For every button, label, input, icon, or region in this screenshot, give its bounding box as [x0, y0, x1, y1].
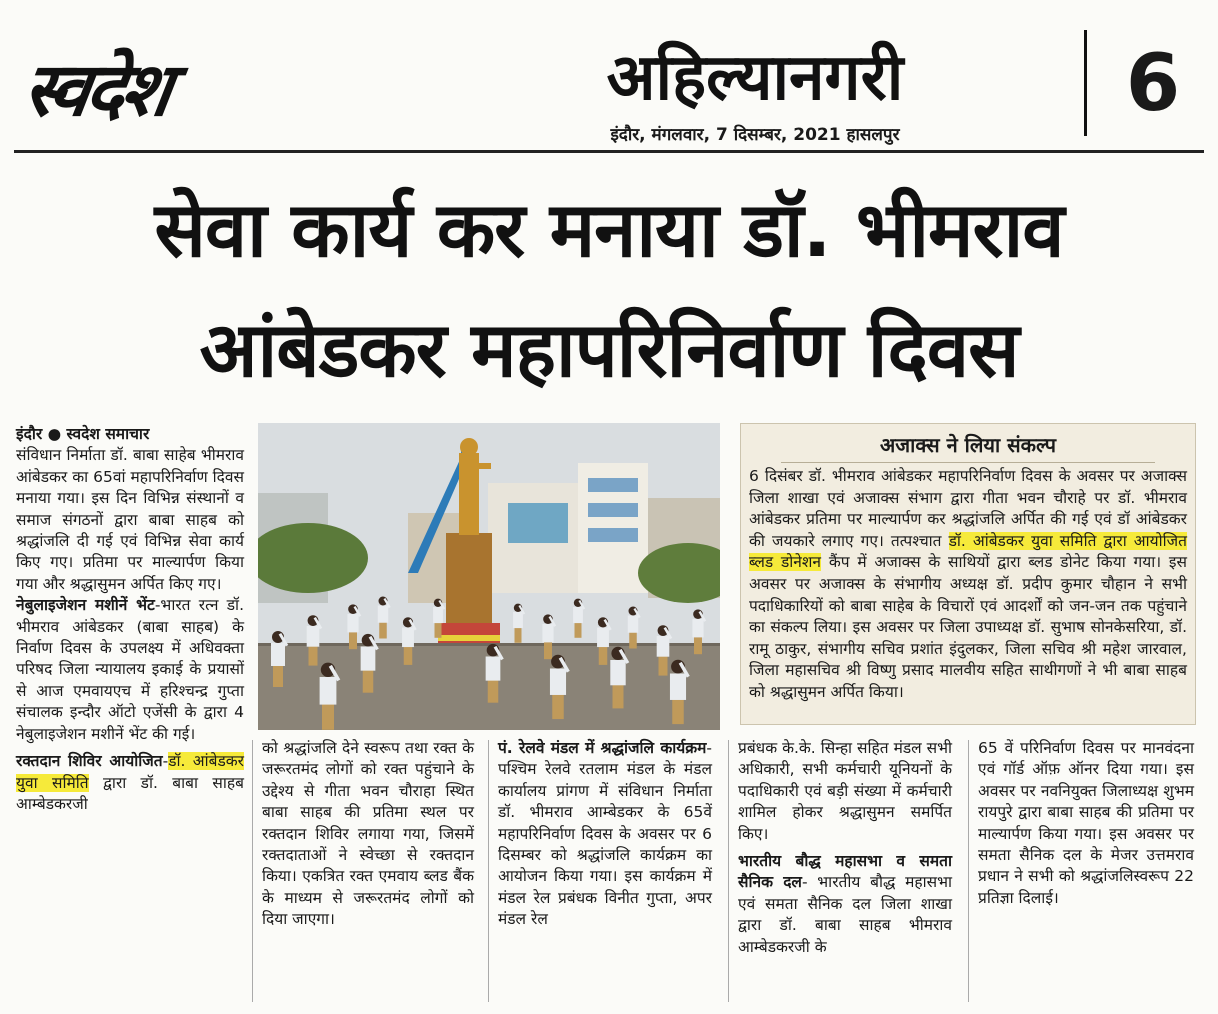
col4-paragraph-2: - भारतीय बौद्ध महासभा एवं समता सैनिक दल जिला शाखा द्वारा डॉ. बाबा साहब भीमराव आम्बेडकरजी के	[738, 873, 952, 956]
person-figure	[378, 597, 391, 639]
headline	[14, 170, 1204, 410]
subhead-railway: पं. रेलवे मंडल में श्रद्धांजलि कार्यक्रम	[498, 739, 707, 757]
section-title: अहिल्यानगरी	[606, 41, 904, 115]
box-title: अजाक्स ने लिया संकल्प	[880, 433, 1056, 457]
column-rule-4	[968, 740, 969, 1002]
subhead-blood-camp: रक्तदान शिविर आयोजित	[16, 752, 163, 771]
person-figure	[692, 609, 706, 654]
col1-paragraph-1: संविधान निर्माता डॉ. बाबा साहेब भीमराव आंबेडकर का 65वां महापरिनिर्वाण दिवस मनाया गया। इस दिन विभिन्न संस्थानों व समाज संगठनों द्वारा बाबा साहब को श्रद्धांजलि दी गई एवं विभिन्न सेवा कार्य किए गए। प्रतिमा पर माल्यार्पण किया गया और श्रद्धासुमन अर्पित किए गए।	[16, 446, 244, 593]
col4-paragraph-1: प्रबंधक के.के. सिन्हा सहित मंडल सभी अधिकारी, सभी कर्मचारी यूनियनों के पदाधिकारी एवं बड़ी संख्या में कर्मचारी शामिल होकर श्रद्धासुमन समर्पित किए।	[738, 739, 952, 843]
person-figure	[628, 607, 641, 649]
masthead-divider	[1084, 30, 1087, 136]
box-text	[749, 466, 1187, 704]
page-number: 6	[1125, 39, 1181, 129]
column-rule-2	[488, 740, 489, 1002]
box-title-rule	[781, 462, 1155, 463]
person-figure	[542, 614, 556, 659]
col2-paragraph: को श्रद्धांजलि देने स्वरूप तथा रक्त के जरूरतमंद लोगों को रक्त पहुंचाने के उद्देश्य से गीता भवन चौराहा स्थित बाबा साहब की प्रतिमा स्थल पर रक्तदान शिविर लगाया गया, जिसमें रक्तदाताओं ने स्वेच्छा से रक्तदान किया। एकत्रित रक्त एमवाय ब्लड बैंक के माध्यम से जरूरतमंद लोगों को दिया जाएगा।	[262, 739, 474, 929]
headline-line-1: सेवा कार्य कर मनाया डॉ. भीमराव	[154, 185, 1064, 274]
person-figure	[361, 634, 379, 693]
col1-paragraph-2: -भारत रत्न डॉ. भीमराव आंबेडकर (बाबा साहब) के निर्वाण दिवस के उपलक्ष्य में अधिवक्ता परिषद जिला न्यायालय इकाई के प्रयासों से आज एमवायएच में हरिश्चन्द्र गुप्ता संचालक इन्दौर ऑटो एजेंसी के द्वारा 4 नेबुलाइजेशन मशीनें भेंट की गई।	[16, 596, 244, 743]
column-4	[738, 738, 952, 958]
column-3	[498, 738, 712, 931]
person-figure	[402, 617, 417, 665]
person-figure	[486, 644, 504, 703]
headline-line-2: आंबेडकर महापरिनिर्वाण दिवस	[199, 305, 1019, 394]
box-highlighted-text: डॉ. आंबेडकर युवा समिति द्वारा आयोजित ब्लड डोनेशन	[749, 531, 1187, 572]
person-figure	[271, 631, 288, 687]
col5-paragraph: 65 वें परिनिर्वाण दिवस पर मानवंदना एवं गॉर्ड ऑफ़ ऑनर दिया गया। इस अवसर पर नवनियुक्त जिलाध्यक्ष शुभम रायपुरे द्वारा बाबा साहब की प्रतिमा पर माल्यार्पण किया गया। इस अवसर पर समता सैनिक दल के मेजर उत्तमराव प्रधान ने सभी को श्रद्धांजलिस्वरूप 22 प्रतिज्ञा दिलाई।	[978, 739, 1194, 907]
person-figure	[657, 625, 673, 675]
column-rule-3	[728, 740, 729, 1002]
ajaks-box	[740, 423, 1196, 725]
person-figure	[513, 604, 525, 643]
person-figure	[597, 617, 612, 665]
person-figure	[610, 647, 629, 709]
col1-paragraph-3: द्वारा डॉ. बाबा साहब आम्बेडकरजी	[16, 773, 244, 813]
highlighted-organisation: डॉ. आंबेडकर युवा समिति	[16, 752, 244, 792]
column-1	[16, 424, 244, 815]
byline: इंदौर ● स्वदेश समाचार	[16, 425, 150, 443]
person-figure	[433, 599, 445, 638]
column-5	[978, 738, 1194, 909]
dateline: इंदौर, मंगलवार, 7 दिसम्बर, 2021 हासलपुर	[610, 125, 900, 145]
person-figure	[670, 660, 690, 724]
person-figure	[550, 655, 570, 719]
subhead-nebulizer: नेबुलाइजेशन मशीनें भेंट	[16, 596, 155, 615]
news-photo	[258, 423, 720, 730]
col3-paragraph: - पश्चिम रेलवे रतलाम मंडल के मंडल कार्यालय प्रांगण में संविधान निर्माता डॉ. भीमराव आम्बेडकर के 65वें महापरिनिर्वाण दिवस के अवसर पर 6 दिसम्बर को श्रद्धांजलि कार्यक्रम का आयोजन किया गया। इस कार्यक्रम में मंडल रेल प्रबंधक विनीत गुप्ता, अपर मंडल रेल	[498, 739, 712, 929]
person-figure	[573, 599, 585, 638]
column-rule-1	[252, 740, 253, 1002]
subhead-buddh-mahasabha: भारतीय बौद्ध महासभा व समता सैनिक दल	[738, 852, 952, 892]
person-figure	[320, 663, 341, 730]
newspaper-logo: स्वदेश	[17, 47, 174, 133]
column-2	[262, 738, 474, 931]
box-text-a: 6 दिसंबर डॉ. भीमराव आंबेडकर महापरिनिर्वाण दिवस के अवसर पर अजाक्स जिला शाखा एवं अजाक्स संभाग द्वारा गीता भवन चौराहे पर डॉ. भीमराव आंबेडकर प्रतिमा पर माल्यार्पण कर श्रद्धांजलि अर्पित की गई एवं डॉ आंबेडकर की जयकारे लगाए गए। तत्पश्चात	[749, 467, 1187, 550]
person-figure	[307, 615, 323, 665]
masthead-rule	[14, 150, 1204, 153]
person-figure	[347, 604, 361, 649]
col1-dash: -	[162, 752, 169, 771]
box-text-b: कैंप में अजाक्स के साथियों द्वारा ब्लड डोनेट किया गया। इस अवसर पर अजाक्स के संभागीय अध्यक्ष डॉ. प्रदीप कुमार चौहान ने सभी पदाधिकारियों को बाबा साहेब के विचारों एवं आदर्शों को जन-जन तक पहुंचाने का संकल्प लिया। इस अवसर पर जिला उपाध्यक्ष डॉ. सुभाष सोनकेसरिया, डॉ. रामू ठाकुर, संभागीय सचिव प्रशांत इंदुलकर, जिला सचिव श्री महेश जारवाल, जिला महासचिव श्री विष्णु प्रसाद मालवीय सहित साथीगणों ने भी बाबा साहब को श्रद्धासुमन अर्पित किया।	[749, 553, 1187, 701]
